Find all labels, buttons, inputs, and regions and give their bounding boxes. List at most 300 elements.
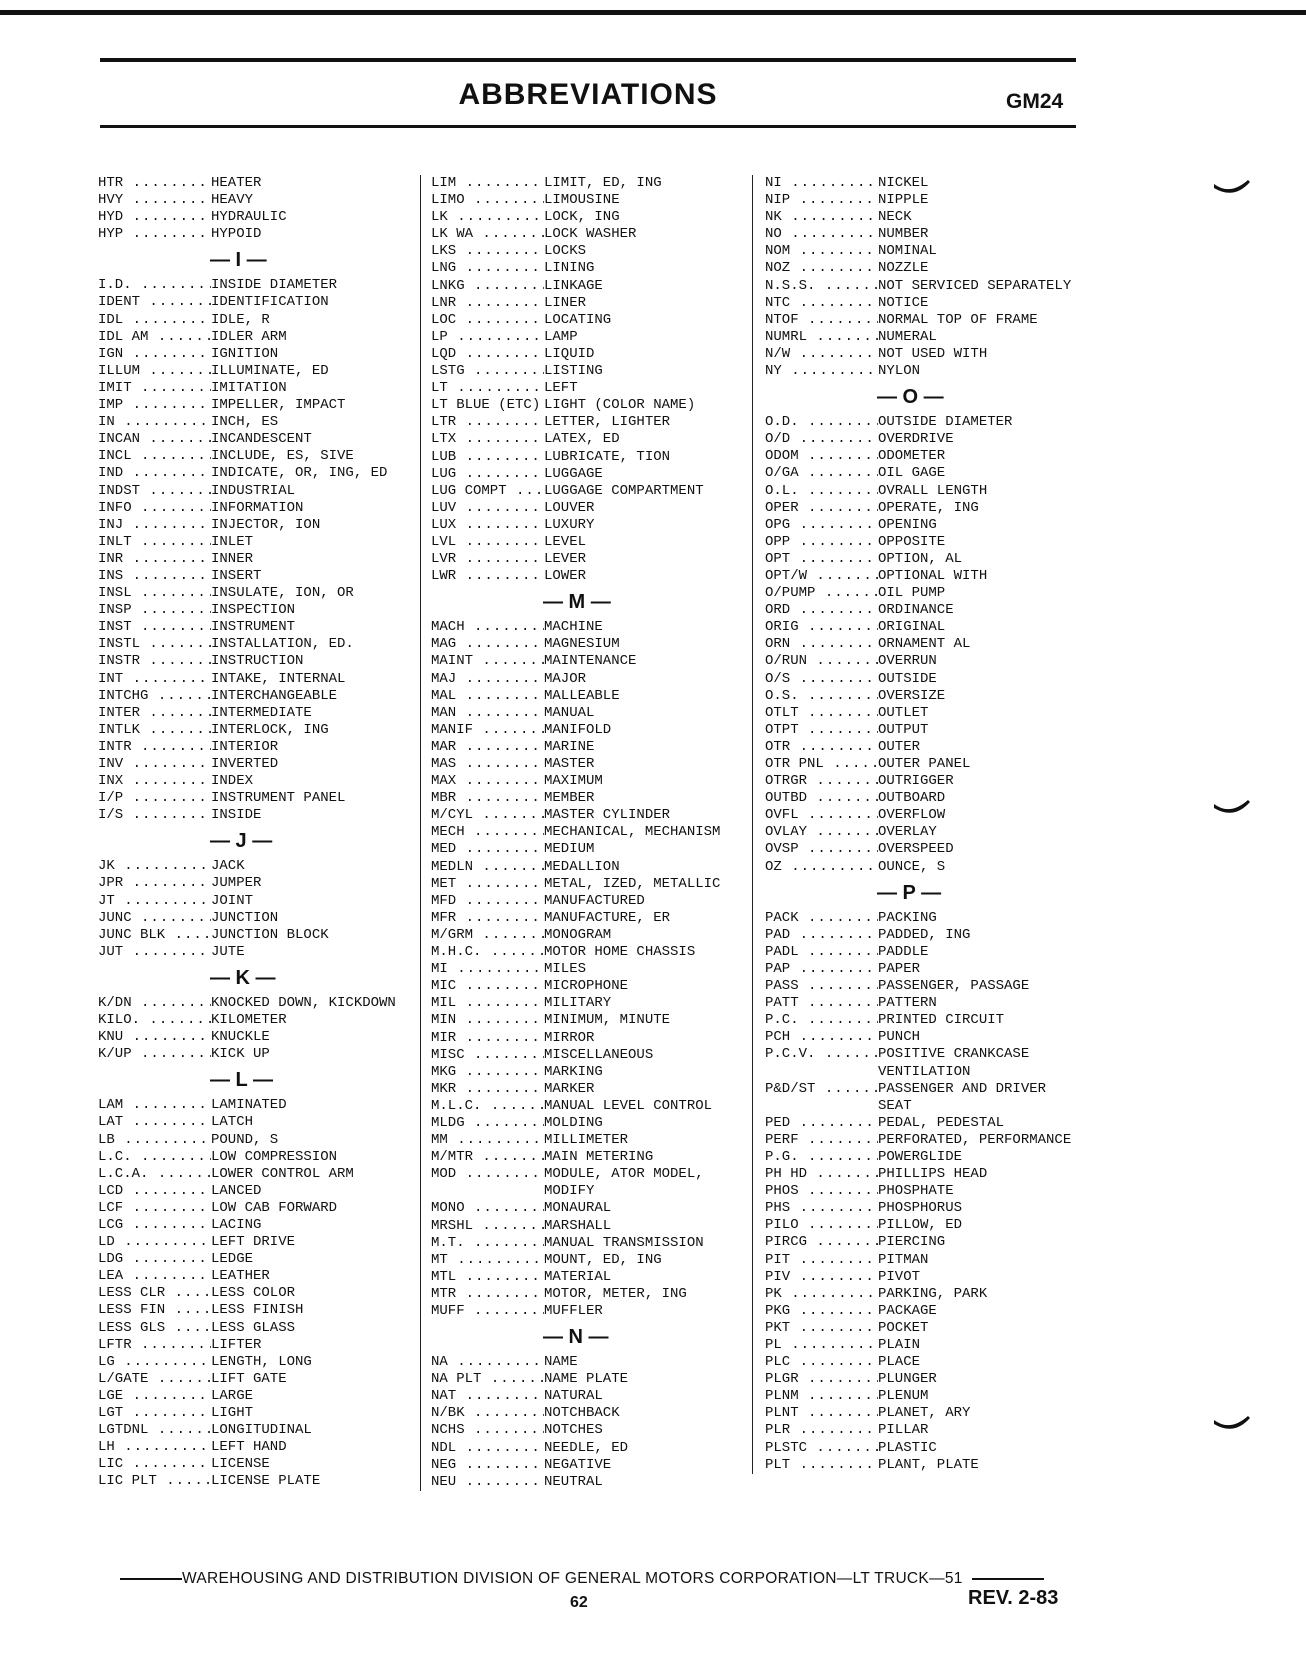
abbreviation-entry [431, 397, 749, 414]
abbreviation-entry [765, 1303, 1085, 1320]
abbreviation-entry [431, 1064, 749, 1081]
abbreviation-meaning: MACHINE [544, 619, 603, 636]
abbreviation-entry [98, 944, 418, 961]
abbreviation-code: ORD ..... [765, 602, 878, 619]
abbreviation-entry [431, 346, 749, 363]
abbreviation-code: LCG ..... [98, 1217, 211, 1234]
abbreviation-entry [765, 1371, 1085, 1388]
abbreviation-code: MAN ..... [431, 705, 544, 722]
abbreviation-column-1 [98, 175, 418, 1490]
abbreviation-entry [765, 978, 1085, 995]
abbreviation-code: NA PLT ..... [431, 1371, 544, 1388]
abbreviation-meaning: IMPELLER, IMPACT [211, 397, 346, 414]
abbreviation-entry [98, 312, 418, 329]
abbreviation-entry [765, 602, 1085, 619]
abbreviation-meaning: OVERDRIVE [878, 431, 954, 448]
abbreviation-entry [431, 619, 749, 636]
abbreviation-meaning: OVERSPEED [878, 841, 954, 858]
abbreviation-code: PILO ..... [765, 1217, 878, 1234]
abbreviation-entry [765, 756, 1085, 773]
abbreviation-meaning: MARKING [544, 1063, 603, 1080]
abbreviation-code: OVFL ..... [765, 807, 878, 824]
abbreviation-code: MIC ..... [431, 978, 544, 995]
abbreviation-meaning: MOTOR, METER, ING [544, 1285, 687, 1302]
abbreviation-entry [765, 1320, 1085, 1337]
abbreviation-entry [98, 790, 418, 807]
abbreviation-meaning: LONGITUDINAL [211, 1422, 312, 1439]
abbreviation-meaning: NOZZLE [878, 260, 929, 277]
abbreviation-meaning: MECHANICAL, MECHANISM [544, 824, 721, 841]
section-letter-heading: — M — [543, 591, 611, 614]
abbreviation-meaning: MARSHALL [544, 1217, 612, 1234]
abbreviation-meaning: MARKER [544, 1080, 595, 1097]
abbreviation-entry [98, 910, 418, 927]
abbreviation-meaning: LOCATING [544, 311, 612, 328]
abbreviation-meaning: PARKING, PARK [878, 1285, 988, 1302]
abbreviation-meaning: NUMBER [878, 226, 929, 243]
abbreviation-code: LFTR ..... [98, 1337, 211, 1354]
abbreviation-entry [765, 363, 1085, 380]
abbreviation-code: MET ..... [431, 876, 544, 893]
abbreviation-entry [98, 1268, 418, 1285]
abbreviation-meaning: INVERTED [211, 756, 279, 772]
abbreviation-entry [98, 1097, 418, 1114]
abbreviation-meaning: INCANDESCENT [211, 431, 312, 448]
abbreviation-code: OPG ..... [765, 517, 878, 534]
abbreviation-meaning: MOTOR HOME CHASSIS [544, 944, 696, 961]
abbreviation-meaning: LOWER CONTROL ARM [211, 1165, 354, 1182]
abbreviation-code: O/D ..... [765, 431, 878, 448]
abbreviation-code: MBR ..... [431, 790, 544, 807]
abbreviation-entry [98, 636, 418, 653]
abbreviation-entry [98, 1456, 418, 1473]
abbreviation-entry [431, 927, 749, 944]
abbreviation-code: ILLUM ..... [98, 363, 211, 380]
abbreviation-entry [98, 551, 418, 568]
abbreviation-meaning: LAMP [544, 328, 578, 345]
abbreviation-meaning: NAME PLATE [544, 1371, 629, 1388]
abbreviation-entry [431, 1422, 749, 1439]
abbreviation-meaning: LIMIT, ED, ING [544, 175, 662, 191]
abbreviation-code: OZ ..... [765, 859, 878, 876]
abbreviation-code: JT ..... [98, 893, 211, 910]
abbreviation-entry [765, 534, 1085, 551]
abbreviation-meaning: PITMAN [878, 1251, 929, 1268]
abbreviation-meaning: HEATER [211, 175, 262, 191]
abbreviation-entry [98, 1371, 418, 1388]
abbreviation-meaning: MASTER CYLINDER [544, 807, 671, 824]
abbreviation-code: O.L. ..... [765, 483, 878, 500]
abbreviation-code: L.C.A. ..... [98, 1166, 211, 1183]
abbreviation-entry [98, 1473, 418, 1490]
abbreviation-meaning: PIERCING [878, 1234, 946, 1251]
abbreviation-meaning: PAPER [878, 960, 921, 977]
abbreviation-code: ORN ..... [765, 636, 878, 653]
abbreviation-code: PLR ..... [765, 1422, 878, 1439]
abbreviation-entry [765, 209, 1085, 226]
abbreviation-entry [98, 1320, 418, 1337]
abbreviation-entry [98, 1285, 418, 1302]
abbreviation-code: NEG ..... [431, 1457, 544, 1474]
abbreviation-meaning: NORMAL TOP OF FRAME [878, 311, 1038, 328]
abbreviation-code: LIC ..... [98, 1456, 211, 1473]
abbreviation-entry [765, 961, 1085, 978]
abbreviation-code: LIMO ..... [431, 192, 544, 209]
abbreviation-meaning: PLENUM [878, 1388, 929, 1405]
abbreviation-entry [765, 1132, 1085, 1149]
abbreviation-entry [765, 1081, 1085, 1115]
header-rule-top [100, 58, 1076, 62]
abbreviation-meaning: NOTCHES [544, 1422, 603, 1439]
abbreviation-entry [765, 910, 1085, 927]
abbreviation-code: LTX ..... [431, 431, 544, 448]
binder-hole-mark-middle [1212, 798, 1252, 820]
abbreviation-code: LD ..... [98, 1234, 211, 1251]
abbreviation-code: PLC ..... [765, 1354, 878, 1371]
abbreviation-code: NTOF ..... [765, 312, 878, 329]
abbreviation-meaning: PACKAGE [878, 1302, 937, 1319]
abbreviation-meaning: IDLER ARM [211, 328, 287, 345]
abbreviation-entry [431, 1149, 749, 1166]
abbreviation-code: MTR ..... [431, 1286, 544, 1303]
abbreviation-entry [765, 841, 1085, 858]
abbreviation-entry [765, 1115, 1085, 1132]
abbreviation-entry [765, 1046, 1085, 1080]
abbreviation-entry [765, 1149, 1085, 1166]
abbreviation-meaning: LANCED [211, 1182, 262, 1199]
abbreviation-code: OTR PNL ..... [765, 756, 878, 773]
abbreviation-meaning: IGNITION [211, 345, 279, 362]
abbreviation-meaning: LESS GLASS [211, 1319, 296, 1336]
abbreviation-entry [431, 312, 749, 329]
abbreviation-meaning: MAINTENANCE [544, 653, 637, 670]
abbreviation-meaning: LIFT GATE [211, 1370, 287, 1387]
abbreviation-entry [431, 1166, 749, 1200]
abbreviation-code: MIR ..... [431, 1030, 544, 1047]
abbreviation-code: LAM ..... [98, 1097, 211, 1114]
abbreviation-meaning: JUMPER [211, 875, 262, 892]
abbreviation-code: NOZ ..... [765, 260, 878, 277]
abbreviation-meaning: PLASTIC [878, 1439, 937, 1456]
abbreviation-meaning: LESS FINISH [211, 1302, 304, 1319]
abbreviation-code: NOM ..... [765, 243, 878, 260]
abbreviation-code: PHS ..... [765, 1200, 878, 1217]
abbreviation-code: LVR ..... [431, 551, 544, 568]
abbreviation-code: M/CYL ..... [431, 807, 544, 824]
abbreviation-entry [765, 1286, 1085, 1303]
abbreviation-code: LUG ..... [431, 466, 544, 483]
abbreviation-meaning: NOT SERVICED SEPARATELY [878, 277, 1072, 294]
abbreviation-code: MTL ..... [431, 1269, 544, 1286]
abbreviation-meaning: MIRROR [544, 1029, 595, 1046]
abbreviation-meaning: INTERIOR [211, 738, 279, 755]
abbreviation-entry [98, 1388, 418, 1405]
abbreviation-column-3 [752, 175, 1085, 1474]
section-letter-heading: — L — [210, 1069, 273, 1092]
abbreviation-code: MIN ..... [431, 1012, 544, 1029]
abbreviation-code: ORIG ..... [765, 619, 878, 636]
abbreviation-meaning: LIGHT (COLOR NAME) [544, 397, 696, 414]
abbreviation-code: LESS GLS ..... [98, 1320, 211, 1337]
abbreviation-code: I.D. ..... [98, 277, 211, 294]
abbreviation-meaning: MEMBER [544, 790, 595, 807]
abbreviation-meaning: KILOMETER [211, 1012, 287, 1029]
abbreviation-meaning: OPENING [878, 516, 937, 533]
abbreviation-code: OUTBD ..... [765, 790, 878, 807]
abbreviation-entry [765, 551, 1085, 568]
abbreviation-meaning: MEDIUM [544, 841, 595, 858]
abbreviation-code: MAS ..... [431, 756, 544, 773]
abbreviation-meaning: INSULATE, ION, OR [211, 585, 354, 602]
abbreviation-entry [98, 1217, 418, 1234]
abbreviation-entry [431, 1286, 749, 1303]
abbreviation-meaning: PLAIN [878, 1337, 921, 1353]
abbreviation-code: PATT ..... [765, 995, 878, 1012]
abbreviation-entry [431, 636, 749, 653]
abbreviation-meaning: JACK [211, 858, 245, 875]
abbreviation-entry [431, 944, 749, 961]
abbreviation-code: OTR ..... [765, 739, 878, 756]
abbreviation-entry [98, 1149, 418, 1166]
abbreviation-code: PKG ..... [765, 1303, 878, 1320]
abbreviation-entry [431, 756, 749, 773]
abbreviation-entry [98, 465, 418, 482]
abbreviation-code: O/GA ..... [765, 465, 878, 482]
abbreviation-code: LT BLUE (ETC) ..... [431, 397, 544, 414]
abbreviation-code: LOC ..... [431, 312, 544, 329]
abbreviation-meaning: LEDGE [211, 1251, 254, 1268]
abbreviation-meaning: MANIFOLD [544, 721, 612, 738]
abbreviation-meaning: OPERATE, ING [878, 499, 979, 516]
abbreviation-entry [431, 807, 749, 824]
abbreviation-meaning: NEEDLE, ED [544, 1439, 629, 1456]
abbreviation-entry [431, 260, 749, 277]
abbreviation-code: OPT/W ..... [765, 568, 878, 585]
abbreviation-meaning: LINING [544, 260, 595, 277]
abbreviation-code: PH HD ..... [765, 1166, 878, 1183]
abbreviation-entry [98, 1439, 418, 1456]
abbreviation-code: MFR ..... [431, 910, 544, 927]
abbreviation-entry [431, 995, 749, 1012]
abbreviation-entry [765, 1440, 1085, 1457]
abbreviation-entry [765, 944, 1085, 961]
abbreviation-code: LT ..... [431, 380, 544, 397]
abbreviation-code: LTR ..... [431, 414, 544, 431]
abbreviation-code: P.C.V. ..... [765, 1046, 878, 1080]
binder-hole-icon [1212, 1414, 1252, 1436]
abbreviation-meaning: MAXIMUM [544, 773, 603, 790]
abbreviation-meaning: LEFT HAND [211, 1439, 287, 1456]
abbreviation-code: HYP ..... [98, 226, 211, 243]
abbreviation-meaning: OIL GAGE [878, 465, 946, 482]
abbreviation-code: INR ..... [98, 551, 211, 568]
abbreviation-code: LH ..... [98, 1439, 211, 1456]
abbreviation-code: INCAN ..... [98, 431, 211, 448]
abbreviation-code: M.T. ..... [431, 1235, 544, 1252]
abbreviation-meaning: LESS COLOR [211, 1285, 296, 1302]
abbreviation-meaning: PLACE [878, 1354, 921, 1371]
abbreviation-entry [431, 1269, 749, 1286]
section-letter-heading: — J — [210, 830, 273, 853]
abbreviation-code: K/DN ..... [98, 995, 211, 1012]
abbreviation-code: IMP ..... [98, 397, 211, 414]
abbreviation-code: LAT ..... [98, 1114, 211, 1131]
abbreviation-meaning: PHILLIPS HEAD [878, 1166, 988, 1183]
abbreviation-meaning: LOWER [544, 568, 587, 585]
abbreviation-meaning: LUBRICATE, TION [544, 448, 671, 465]
abbreviation-meaning: MINIMUM, MINUTE [544, 1012, 671, 1029]
abbreviation-code: INSTR ..... [98, 653, 211, 670]
abbreviation-entry [431, 1030, 749, 1047]
abbreviation-code: I/P ..... [98, 790, 211, 807]
abbreviation-meaning: LOCK WASHER [544, 226, 637, 243]
abbreviation-code: OTPT ..... [765, 722, 878, 739]
section-letter-heading: — I — [210, 249, 267, 272]
abbreviation-code: IDL ..... [98, 312, 211, 329]
abbreviation-meaning: INCH, ES [211, 414, 279, 431]
abbreviation-meaning: LICENSE PLATE [211, 1473, 321, 1490]
abbreviation-meaning: OUTSIDE DIAMETER [878, 414, 1013, 431]
abbreviation-code: PERF ..... [765, 1132, 878, 1149]
abbreviation-meaning: LUGGAGE COMPARTMENT [544, 482, 704, 499]
abbreviation-code: LUV ..... [431, 500, 544, 517]
abbreviation-code: MM ..... [431, 1132, 544, 1149]
document-code: GM24 [1006, 90, 1064, 113]
abbreviation-code: MI ..... [431, 961, 544, 978]
abbreviation-meaning: MILITARY [544, 995, 612, 1012]
abbreviation-code: MAX ..... [431, 773, 544, 790]
abbreviation-meaning: INTERCHANGEABLE [211, 687, 338, 704]
abbreviation-code: NO ..... [765, 226, 878, 243]
abbreviation-meaning: INNER [211, 550, 254, 567]
abbreviation-meaning: INSIDE DIAMETER [211, 277, 338, 294]
abbreviation-code: PLNM ..... [765, 1388, 878, 1405]
abbreviation-entry [431, 824, 749, 841]
abbreviation-meaning: INSTRUCTION [211, 653, 304, 670]
abbreviation-entry [765, 175, 1085, 192]
abbreviation-entry [98, 739, 418, 756]
abbreviation-entry [98, 1302, 418, 1319]
binder-hole-mark-bottom [1212, 1414, 1252, 1436]
abbreviation-meaning: JUTE [211, 943, 245, 960]
abbreviation-meaning: LIMOUSINE [544, 192, 620, 209]
abbreviation-code: INTER ..... [98, 705, 211, 722]
abbreviation-entry [431, 363, 749, 380]
abbreviation-code: L.C. ..... [98, 1149, 211, 1166]
abbreviation-code: MAJ ..... [431, 671, 544, 688]
abbreviation-code: LK WA ..... [431, 226, 544, 243]
abbreviation-meaning: NOT USED WITH [878, 345, 988, 362]
abbreviation-code: NEU ..... [431, 1474, 544, 1491]
abbreviation-code: LCF ..... [98, 1200, 211, 1217]
abbreviation-entry [431, 1200, 749, 1217]
abbreviation-entry [98, 1166, 418, 1183]
abbreviation-entry [431, 175, 749, 192]
abbreviation-code: INSTL ..... [98, 636, 211, 653]
abbreviation-meaning: MAGNESIUM [544, 636, 620, 653]
abbreviation-meaning: NECK [878, 209, 912, 226]
abbreviation-code: MONO ..... [431, 1200, 544, 1217]
abbreviation-entry [431, 688, 749, 705]
abbreviation-meaning: OUTSIDE [878, 670, 937, 687]
abbreviation-code: INST ..... [98, 619, 211, 636]
abbreviation-entry [98, 277, 418, 294]
abbreviation-code: INDST ..... [98, 483, 211, 500]
abbreviation-entry [98, 1132, 418, 1149]
abbreviation-code: MAR ..... [431, 739, 544, 756]
abbreviation-code: MEDLN ..... [431, 859, 544, 876]
abbreviation-meaning: MILLIMETER [544, 1132, 629, 1149]
abbreviation-entry [765, 1166, 1085, 1183]
binder-hole-icon [1212, 798, 1252, 820]
abbreviation-code: NA ..... [431, 1354, 544, 1371]
abbreviation-code: LUB ..... [431, 449, 544, 466]
abbreviation-code: OPER ..... [765, 500, 878, 517]
abbreviation-code: PADL ..... [765, 944, 878, 961]
abbreviation-entry [98, 807, 418, 824]
abbreviation-entry [765, 243, 1085, 260]
abbreviation-entry [765, 448, 1085, 465]
abbreviation-code: M.H.C. ..... [431, 944, 544, 961]
abbreviation-entry [431, 431, 749, 448]
abbreviation-code: HYD ..... [98, 209, 211, 226]
abbreviation-code: LGT ..... [98, 1405, 211, 1422]
abbreviation-code: M/GRM ..... [431, 927, 544, 944]
abbreviation-entry [98, 1029, 418, 1046]
abbreviation-entry [98, 619, 418, 636]
abbreviation-entry [98, 1012, 418, 1029]
abbreviation-meaning: LETTER, LIGHTER [544, 414, 671, 431]
abbreviation-meaning: INDUSTRIAL [211, 482, 296, 499]
abbreviation-code: MECH ..... [431, 824, 544, 841]
abbreviation-code: INFO ..... [98, 500, 211, 517]
abbreviation-code: PL ..... [765, 1337, 878, 1354]
abbreviation-entry [98, 500, 418, 517]
abbreviation-entry [431, 551, 749, 568]
abbreviation-code: JUT ..... [98, 944, 211, 961]
abbreviation-code: JUNC ..... [98, 910, 211, 927]
abbreviation-entry [765, 295, 1085, 312]
section-letter-heading: — P — [877, 881, 942, 904]
abbreviation-entry [431, 773, 749, 790]
abbreviation-code: NDL ..... [431, 1440, 544, 1457]
abbreviation-meaning: LENGTH, LONG [211, 1353, 312, 1370]
abbreviation-meaning: ILLUMINATE, ED [211, 362, 329, 379]
abbreviation-meaning: OVERSIZE [878, 687, 946, 704]
abbreviation-meaning: PASSENGER, PASSAGE [878, 978, 1030, 995]
abbreviation-meaning: LAMINATED [211, 1097, 287, 1114]
abbreviation-code: JK ..... [98, 858, 211, 875]
abbreviation-code: O.S. ..... [765, 688, 878, 705]
abbreviation-entry [431, 278, 749, 295]
abbreviation-entry [765, 1457, 1085, 1474]
abbreviation-meaning: LOCKS [544, 243, 587, 260]
abbreviation-entry [98, 1251, 418, 1268]
abbreviation-meaning: PIVOT [878, 1268, 921, 1285]
abbreviation-entry [98, 653, 418, 670]
abbreviation-code: LSTG ..... [431, 363, 544, 380]
abbreviation-meaning: MANUAL [544, 704, 595, 721]
abbreviation-meaning: PERFORATED, PERFORMANCE [878, 1131, 1072, 1148]
abbreviation-entry [765, 1200, 1085, 1217]
abbreviation-meaning: LOCK, ING [544, 209, 620, 226]
abbreviation-meaning: LOW CAB FORWARD [211, 1199, 338, 1216]
abbreviation-code: JUNC BLK ..... [98, 927, 211, 944]
abbreviation-entry [765, 1422, 1085, 1439]
abbreviation-code: MKG ..... [431, 1064, 544, 1081]
abbreviation-meaning: NAME [544, 1354, 578, 1371]
abbreviation-meaning: MODULE, ATOR MODEL, MODIFY [544, 1166, 704, 1200]
